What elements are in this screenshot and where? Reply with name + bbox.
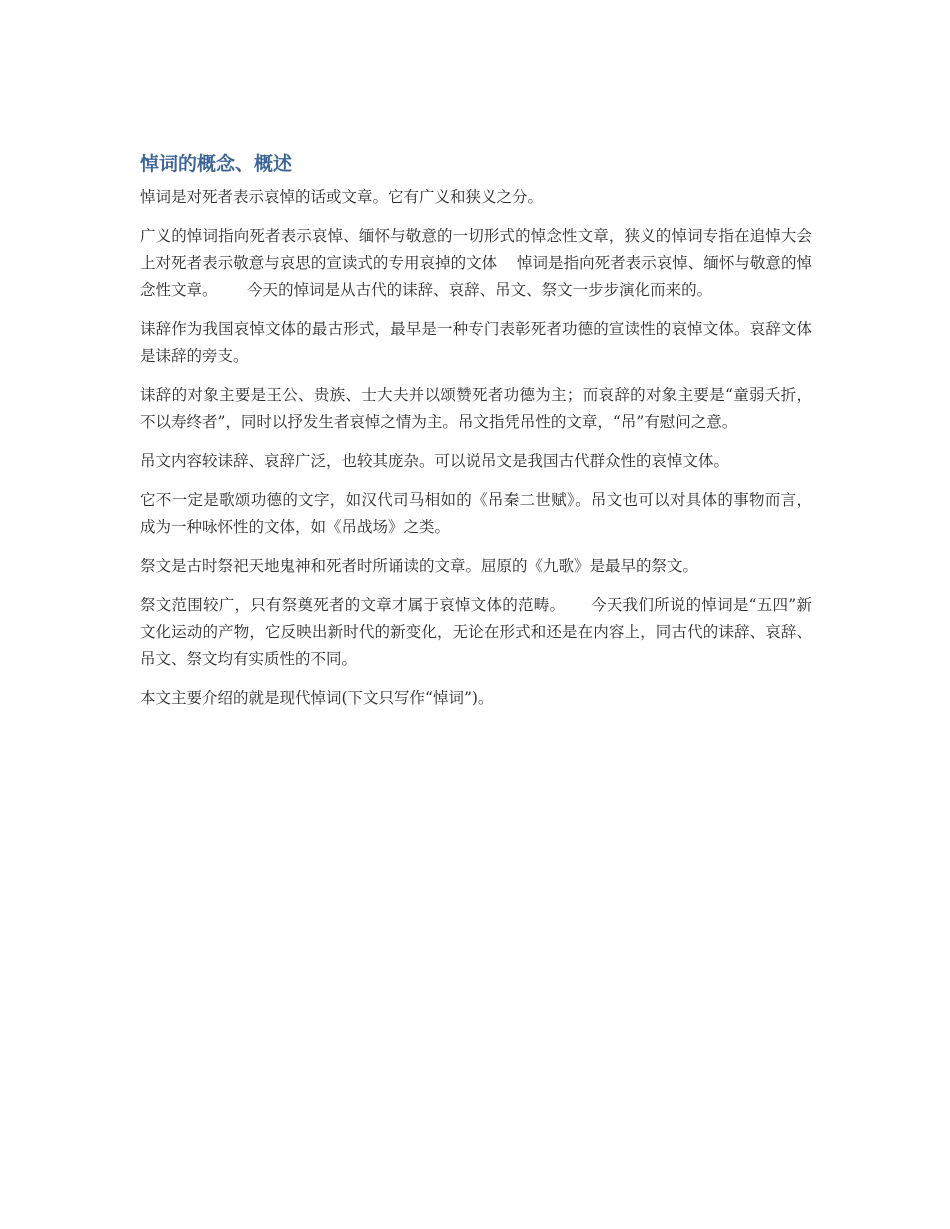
document-page xyxy=(140,150,812,724)
paragraph-3: 诔辞作为我国哀悼文体的最古形式，最早是一种专门表彰死者功德的宣读性的哀悼文体。哀辞文体是诔辞的旁支。 xyxy=(140,320,812,365)
paragraph-1: 悼词是对死者表示哀悼的话或文章。它有广义和狭义之分。 xyxy=(140,188,544,206)
paragraph-5: 吊文内容较诔辞、哀辞广泛，也较其庞杂。可以说吊文是我国古代群众性的哀悼文体。 xyxy=(140,452,730,470)
paragraph-7: 祭文是古时祭祀天地鬼神和死者时所诵读的文章。屈原的《九歌》是最早的祭文。 xyxy=(140,557,699,575)
paragraph-4: 诔辞的对象主要是王公、贵族、士大夫并以颂赞死者功德为主；而哀辞的对象主要是“童弱夭折，不以寿终者”，同时以抒发生者哀悼之情为主。吊文指凭吊性的文章，“吊”有慰问之意。 xyxy=(140,386,812,431)
document-title: 悼词的概念、概述 xyxy=(140,153,293,175)
paragraph-6: 它不一定是歌颂功德的文字，如汉代司马相如的《吊秦二世赋》。吊文也可以对具体的事物而言，成为一种咏怀性的文体，如《吊战场》之类。 xyxy=(140,491,812,536)
paragraph-9: 本文主要介绍的就是现代悼词(下文只写作“悼词”)。 xyxy=(140,689,494,707)
paragraph-8: 祭文范围较广，只有祭奠死者的文章才属于哀悼文体的范畴。 今天我们所说的悼词是“五四”新文化运动的产物，它反映出新时代的新变化，无论在形式和还是在内容上，同古代的诔辞、哀辞、吊文、祭文均有实质性的不同。 xyxy=(140,596,812,668)
paragraph-2: 广义的悼词指向死者表示哀悼、缅怀与敬意的一切形式的悼念性文章，狭义的悼词专指在追悼大会上对死者表示敬意与哀思的宣读式的专用哀掉的文体 悼词是指向死者表示哀悼、缅怀与敬意的悼念性文章。 今天的悼词是从古代的诔辞、哀辞、吊文、祭文一步步演化而来的。 xyxy=(140,227,812,299)
